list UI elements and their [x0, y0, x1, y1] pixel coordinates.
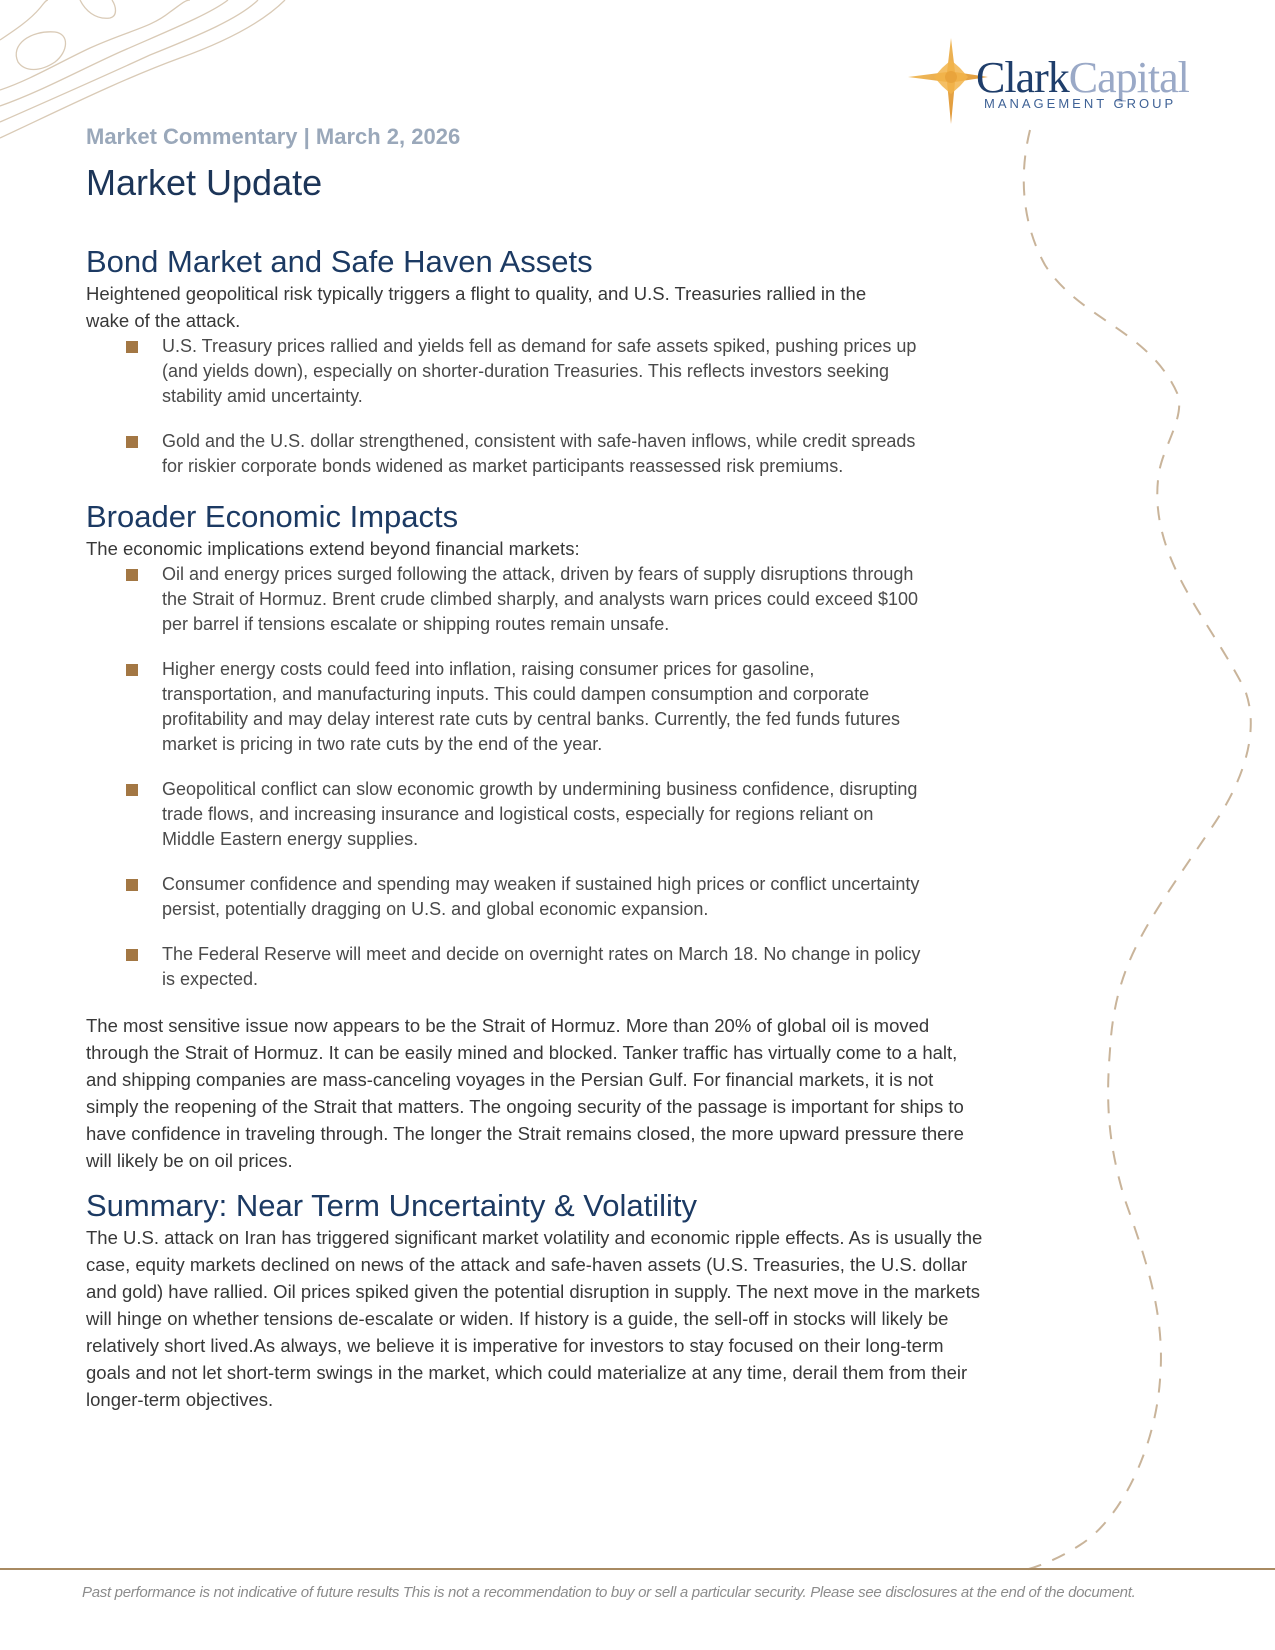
list-item: Oil and energy prices surged following the attack, driven by fears of supply disruptions through the Strait of Hormuz. Brent crude climbed sharply, and analysts warn prices could exceed $100 per barrel if tensions escalate or shipping routes remain unsafe.	[126, 562, 926, 637]
commentary-date-line: Market Commentary | March 2, 2026	[86, 124, 461, 149]
document-content	[86, 120, 986, 1413]
company-logo	[908, 38, 1228, 124]
square-bullet-icon	[126, 569, 138, 581]
list-item: The Federal Reserve will meet and decide on overnight rates on March 18. No change in policy is expected.	[126, 942, 926, 992]
section-intro: The economic implications extend beyond financial markets:	[86, 538, 580, 559]
square-bullet-icon	[126, 949, 138, 961]
square-bullet-icon	[126, 341, 138, 353]
strait-of-hormuz-paragraph: The most sensitive issue now appears to be the Strait of Hormuz. More than 20% of global oil is moved through the Strait of Hormuz. It can be easily mined and blocked. Tanker traffic has virtually come to a halt, and shipping companies are mass-canceling voyages in the Persian Gulf. For financial markets, it is not simply the reopening of the Strait that matters. The ongoing security of the passage is important for ships to have confidence in traveling through. The longer the Strait remains closed, the more upward pressure there will likely be on oil prices.	[86, 1015, 964, 1171]
square-bullet-icon	[126, 784, 138, 796]
square-bullet-icon	[126, 436, 138, 448]
section-heading-summary: Summary: Near Term Uncertainty & Volatility	[86, 1188, 698, 1223]
list-item: Geopolitical conflict can slow economic growth by undermining business confidence, disrupting trade flows, and increasing insurance and logistical costs, especially for regions reliant on Middle Eastern energy supplies.	[126, 777, 926, 852]
list-item: U.S. Treasury prices rallied and yields fell as demand for safe assets spiked, pushing prices up (and yields down), especially on shorter-duration Treasuries. This reflects investors seeking stability amid uncertainty.	[126, 334, 926, 409]
bullet-list	[86, 562, 926, 992]
section-heading-bond-market: Bond Market and Safe Haven Assets	[86, 244, 593, 279]
footer-disclaimer: Past performance is not indicative of future results This is not a recommendation to buy or sell a particular security. Please see disclosures at the end of the document.	[82, 1584, 1136, 1601]
summary-paragraph: The U.S. attack on Iran has triggered significant market volatility and economic ripple effects. As is usually the case, equity markets declined on news of the attack and safe-haven assets (U.S. Treasuries, the U.S. dollar and gold) have rallied. Oil prices spiked given the potential disruption in supply. The next move in the markets will hinge on whether tensions de-escalate or widen. If history is a guide, the sell-off in stocks will likely be relatively short lived.As always, we believe it is imperative for investors to stay focused on their long-term goals and not let short-term swings in the market, which could materialize at any time, derail them from their longer-term objectives.	[86, 1227, 983, 1410]
logo-subtitle: MANAGEMENT GROUP	[984, 96, 1177, 111]
square-bullet-icon	[126, 879, 138, 891]
section-heading-economic-impacts: Broader Economic Impacts	[86, 499, 459, 534]
list-item: Higher energy costs could feed into inflation, raising consumer prices for gasoline, transportation, and manufacturing inputs. This could dampen consumption and corporate profitability and may delay interest rate cuts by central banks. Currently, the fed funds futures market is pricing in two rate cuts by the end of the year.	[126, 657, 926, 757]
section-intro: Heightened geopolitical risk typically triggers a flight to quality, and U.S. Treasuries rallied in the wake of the attack.	[86, 283, 867, 331]
bullet-list	[86, 334, 926, 479]
page-title: Market Update	[86, 162, 323, 203]
list-item: Consumer confidence and spending may weaken if sustained high prices or conflict uncertainty persist, potentially dragging on U.S. and global economic expansion.	[126, 872, 926, 922]
list-item: Gold and the U.S. dollar strengthened, consistent with safe-haven inflows, while credit spreads for riskier corporate bonds widened as market participants reassessed risk premiums.	[126, 429, 926, 479]
footer-divider	[0, 1568, 1275, 1570]
logo-wordmark: ClarkCapital	[976, 53, 1189, 102]
square-bullet-icon	[126, 664, 138, 676]
